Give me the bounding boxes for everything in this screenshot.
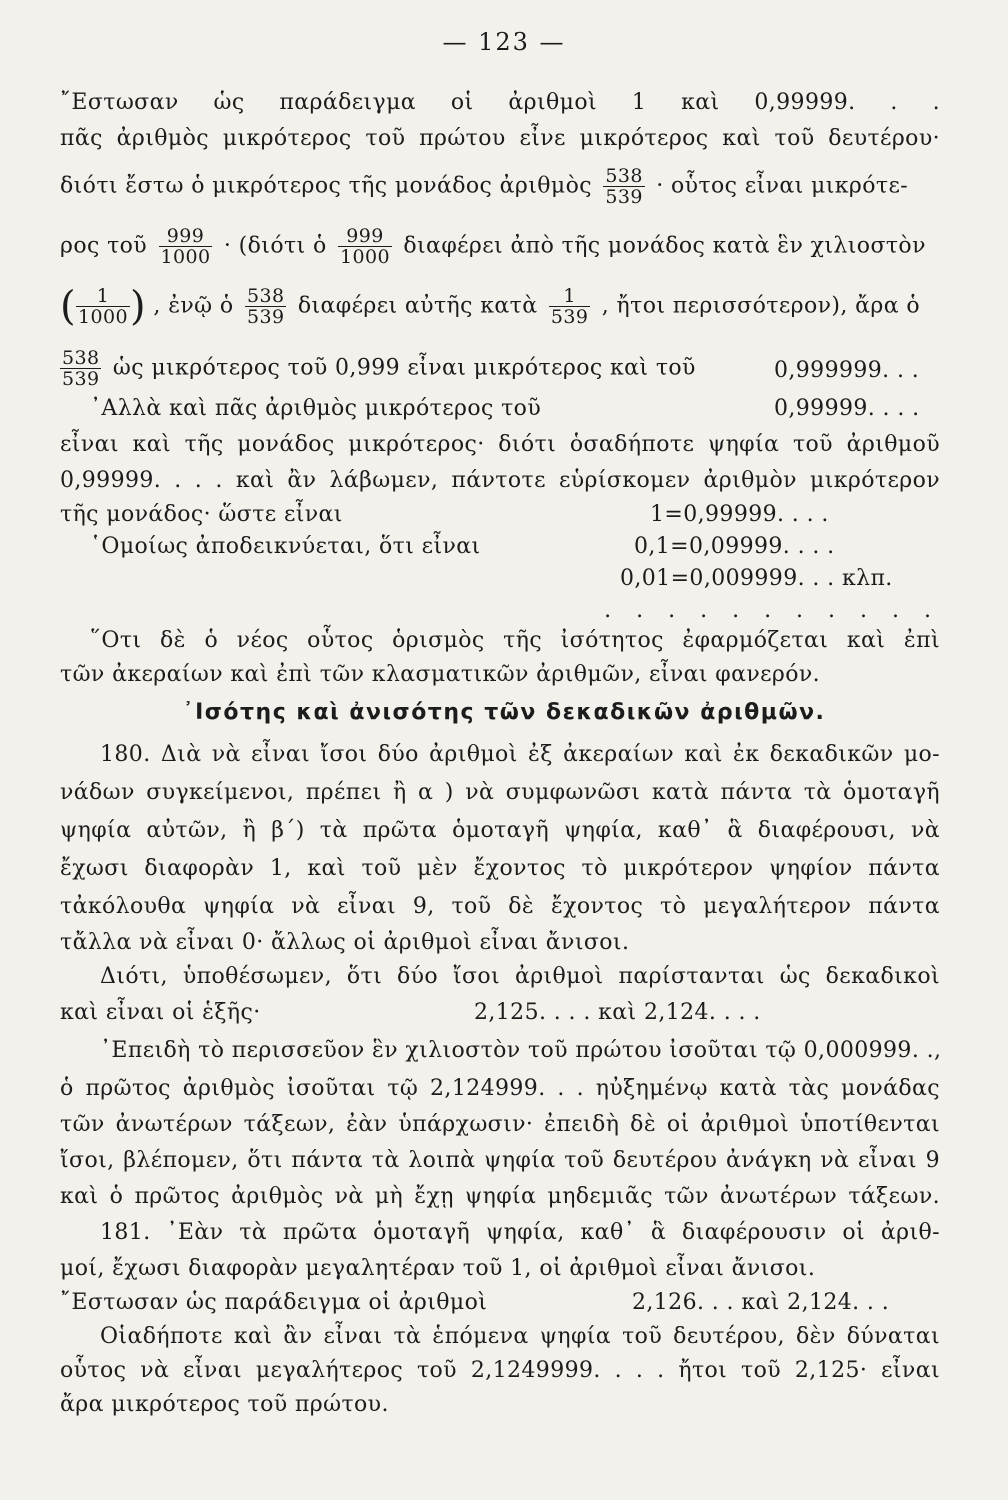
numerator: 999: [338, 226, 392, 247]
denominator: 539: [246, 306, 285, 328]
fraction: [549, 286, 590, 327]
fraction: [338, 226, 392, 267]
text-line: [60, 532, 940, 562]
numerator: 538: [246, 285, 285, 307]
text-segment: καὶ εἶναι οἱ ἑξῆς·: [60, 1000, 261, 1025]
denominator: 539: [550, 306, 589, 328]
text-line: ῎Εστωσαν ὡς παράδειγμα οἱ ἀριθμοὶ 1 καὶ 0,99999. . .: [60, 90, 940, 115]
denominator: 1000: [160, 246, 211, 268]
text-line: τῶν ἀκεραίων καὶ ἐπὶ τῶν κλασματικῶν ἀριθμῶν, εἶναι φανερόν.: [60, 662, 821, 687]
section-heading: ᾿Ισότης καὶ ἀνισότης τῶν δεκαδικῶν ἀριθμῶν.: [182, 700, 826, 725]
paragraph-line: μοί, ἔχωσι διαφορὰν μεγαλητέραν τοῦ 1, οἱ ἀριθμοὶ εἶναι ἄνισοι.: [60, 1256, 816, 1281]
paragraph-line: [60, 1288, 940, 1318]
text-line-with-fraction: [60, 166, 940, 207]
number-value: 0,99999. . . .: [774, 396, 920, 421]
text-segment: · (διότι ὁ: [223, 233, 327, 259]
text-segment: διαφέρει ἀπὸ τῆς μονάδος κατὰ ἓν χιλιοστὸν: [403, 233, 926, 259]
text-line-with-fraction: [60, 283, 940, 330]
text-line-with-fraction: [60, 348, 940, 389]
numerator: 538: [62, 347, 100, 369]
paragraph-line: νάδων συγκείμενοι, πρέπει ἢ α ) νὰ συμφωνῶσι κατὰ πάντα τὰ ὁμοταγῆ: [60, 780, 940, 805]
paragraph-line: ἔχωσι διαφορὰν 1, καὶ τοῦ μὲν ἔχοντος τὸ μικρότερον ψηφίον πάντα: [60, 856, 940, 881]
text-segment: ῎Εστωσαν ὡς παράδειγμα οἱ ἀριθμοὶ: [60, 1290, 488, 1315]
equation: 1=0,99999. . . .: [650, 502, 829, 527]
denominator: 539: [605, 186, 643, 208]
numerator: 999: [159, 226, 213, 247]
text-segment: ᾿Αλλὰ καὶ πᾶς ἀριθμὸς μικρότερος τοῦ: [90, 396, 542, 421]
text-line: [60, 394, 940, 424]
paragraph-line: 181. ᾿Εὰν τὰ πρῶτα ὁμοταγῆ ψηφία, καθ᾿ ἃ διαφέρουσιν οἱ ἀριθ-: [100, 1220, 940, 1245]
numerator: 538: [605, 165, 643, 187]
denominator: 1000: [340, 246, 390, 268]
paragraph-line: 180. Διὰ νὰ εἶναι ἴσοι δύο ἀριθμοὶ ἐξ ἀκεραίων καὶ ἐκ δεκαδικῶν μο-: [100, 742, 940, 767]
text-line: εἶναι καὶ τῆς μονάδος μικρότερος· διότι ὁσαδήποτε ψηφία τοῦ ἀριθμοῦ: [60, 432, 940, 457]
equation: 0,1=0,09999. . . .: [634, 534, 835, 559]
fraction: [60, 348, 101, 389]
paragraph-line: τῶν ἀνωτέρων τάξεων, ἐὰν ὑπάρχωσιν· ἐπειδὴ δὲ οἱ ἀριθμοὶ ὑποτίθενται: [60, 1112, 940, 1137]
fraction: [159, 226, 213, 267]
fraction: [603, 166, 644, 207]
text-segment: τῆς μονάδος· ὥστε εἶναι: [60, 502, 343, 527]
text-segment: διαφέρει αὐτῆς κατὰ: [297, 293, 538, 319]
paragraph-line: Διότι, ὑποθέσωμεν, ὅτι δύο ἴσοι ἀριθμοὶ παρίστανται ὡς δεκαδικοὶ: [100, 964, 940, 989]
number-values: 2,125. . . . καὶ 2,124. . . .: [474, 1000, 761, 1025]
page-number: — 123 —: [442, 28, 566, 56]
text-segment: , ἤτοι περισσότερον), ἄρα ὁ: [601, 293, 921, 319]
right-paren: ): [129, 283, 146, 330]
text-line: 0,99999. . . . καὶ ἂν λάβωμεν, πάντοτε εὑρίσκομεν ἀριθμὸν μικρότερον: [60, 468, 940, 493]
paragraph-line: Οἱαδήποτε καὶ ἂν εἶναι τὰ ἑπόμενα ψηφία τοῦ δευτέρου, δὲν δύναται: [100, 1324, 940, 1349]
number-value: 0,999999. . .: [774, 358, 920, 383]
equation: 0,01=0,009999. . . κλπ.: [620, 566, 893, 591]
denominator: 539: [62, 368, 100, 390]
text-segment: · οὗτος εἶναι μικρότε-: [656, 173, 909, 199]
number-values: 2,126. . . καὶ 2,124. . .: [632, 1290, 890, 1315]
text-line: [60, 500, 940, 530]
text-segment: ῾Ομοίως ἀποδεικνύεται, ὅτι εἶναι: [90, 534, 481, 559]
text-line-with-fraction: [60, 226, 940, 267]
paragraph-line: τἄλλα νὰ εἶναι 0· ἄλλως οἱ ἀριθμοὶ εἶναι ἄνισοι.: [60, 930, 630, 955]
paragraph-line: οὗτος νὰ εἶναι μεγαλήτερος τοῦ 2,1249999. . . . ἤτοι τοῦ 2,125· εἶναι: [60, 1358, 940, 1383]
paragraph-line: τἀκόλουθα ψηφία νὰ εἶναι 9, τοῦ δὲ ἔχοντος τὸ μεγαλήτερον πάντα: [60, 894, 940, 919]
text-line: ῞Οτι δὲ ὁ νέος οὗτος ὁρισμὸς τῆς ἰσότητος ἐφαρμόζεται καὶ ἐπὶ: [90, 628, 940, 653]
denominator: 1000: [78, 306, 128, 328]
numerator: 1: [549, 286, 590, 307]
paragraph-line: καὶ ὁ πρῶτος ἀριθμὸς νὰ μὴ ἔχῃ ψηφία μηδεμιᾶς τῶν ἀνωτέρων τάξεων.: [60, 1184, 940, 1209]
paragraph-line: ἄρα μικρότερος τοῦ πρώτου.: [60, 1392, 389, 1417]
paragraph-line: ὁ πρῶτος ἀριθμὸς ἰσοῦται τῷ 2,124999. . . ηὐξημένῳ κατὰ τὰς μονάδας: [60, 1076, 940, 1101]
paragraph-line: ᾿Επειδὴ τὸ περισσεῦον ἓν χιλιοστὸν τοῦ πρώτου ἰσοῦται τῷ 0,000999. .,: [100, 1038, 942, 1063]
text-segment: , ἐνῷ ὁ: [153, 293, 234, 319]
text-line: πᾶς ἀριθμὸς μικρότερος τοῦ πρώτου εἶνε μικρότερος καὶ τοῦ δευτέρου·: [60, 126, 940, 151]
dotted-separator: . . . . . . . . . . .: [604, 598, 940, 623]
fraction: [245, 286, 286, 327]
numerator: 1: [76, 286, 130, 307]
fraction: [76, 286, 130, 327]
text-segment: ὡς μικρότερος τοῦ 0,999 εἶναι μικρότερος καὶ τοῦ: [112, 355, 696, 381]
text-segment: διότι ἔστω ὁ μικρότερος τῆς μονάδος ἀριθμὸς: [60, 173, 592, 199]
paragraph-line: ἴσοι, βλέπομεν, ὅτι πάντα τὰ λοιπὰ ψηφία τοῦ δευτέρου ἀνάγκη νὰ εἶναι 9: [60, 1148, 940, 1173]
left-paren: (: [60, 283, 77, 330]
text-segment: ρος τοῦ: [60, 233, 148, 259]
paragraph-line: ψηφία αὐτῶν, ἢ β΄) τὰ πρῶτα ὁμοταγῆ ψηφία, καθ᾿ ἃ διαφέρουσι, νὰ: [60, 818, 940, 843]
paragraph-line: [60, 998, 940, 1028]
